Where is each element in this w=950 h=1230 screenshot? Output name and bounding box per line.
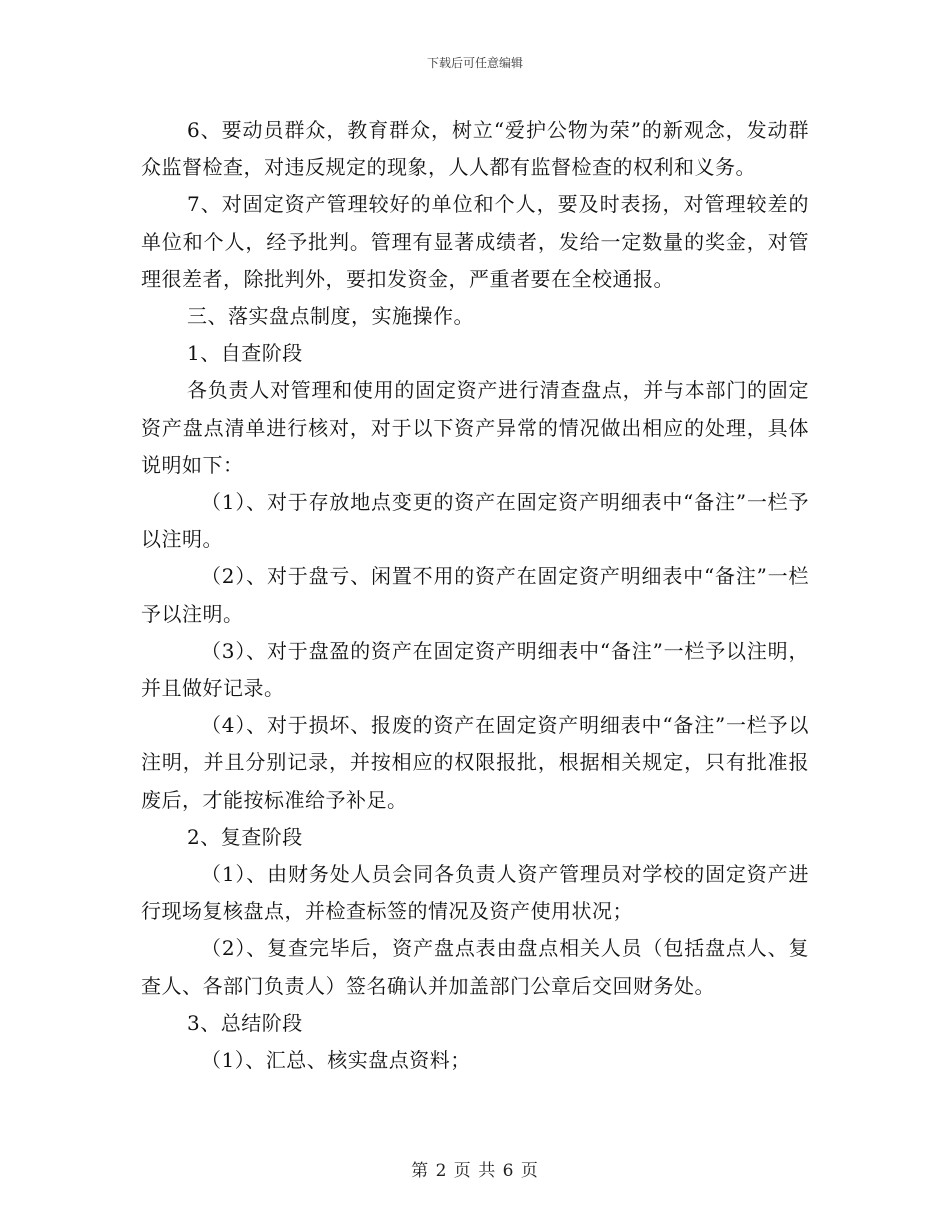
paragraph-self-check-4: （4）、对于损坏、报废的资产在固定资产明细表中“备注”一栏予以注明，并且分别记录，并按相应的权限报批，根据相关规定，只有批准报废后，才能按标准给予补足。 — [141, 713, 809, 812]
paragraph-review-2: （2）、复查完毕后，资产盘点表由盘点相关人员（包括盘点人、复查人、各部门负责人）签名确认并加盖部门公章后交回财务处。 — [141, 936, 809, 998]
paragraph-item-7: 7、对固定资产管理较好的单位和个人，要及时表扬，对管理较差的单位和个人，经予批判。管理有显著成绩者，发给一定数量的奖金，对管理很差者，除批判外，要扣发资金，严重者要在全校通报。 — [141, 192, 809, 291]
paragraph-self-check-2: （2）、对于盘亏、闲置不用的资产在固定资产明细表中“备注”一栏予以注明。 — [141, 564, 809, 626]
subheading-review: 2、复查阶段 — [187, 824, 303, 849]
page-number-footer: 第 2 页 共 6 页 — [411, 1161, 539, 1181]
paragraph-summary-1: （1）、汇总、核实盘点资料； — [201, 1048, 471, 1073]
paragraph-review-1: （1）、由财务处人员会同各负责人资产管理员对学校的固定资产进行现场复核盘点，并检查标签的情况及资产使用状况； — [141, 862, 809, 924]
subheading-summary: 3、总结阶段 — [187, 1010, 303, 1035]
page-header: 下载后可任意编辑 — [426, 56, 523, 70]
paragraph-self-check-3: （3）、对于盘盈的资产在固定资产明细表中“备注”一栏予以注明，并且做好记录。 — [141, 638, 809, 701]
document-body — [141, 112, 809, 1079]
paragraph-self-check-1: （1）、对于存放地点变更的资产在固定资产明细表中“备注”一栏予以注明。 — [141, 490, 809, 552]
section-heading-3: 三、落实盘点制度，实施操作。 — [187, 304, 474, 329]
subheading-self-check: 1、自查阶段 — [187, 341, 303, 366]
paragraph-self-check-intro: 各负责人对管理和使用的固定资产进行清查盘点，并与本部门的固定资产盘点清单进行核对，对于以下资产异常的情况做出相应的处理，具体说明如下： — [141, 378, 809, 477]
paragraph-item-6: 6、要动员群众，教育群众，树立“爱护公物为荣”的新观念，发动群众监督检查，对违反规定的现象，人人都有监督检查的权利和义务。 — [141, 118, 809, 180]
